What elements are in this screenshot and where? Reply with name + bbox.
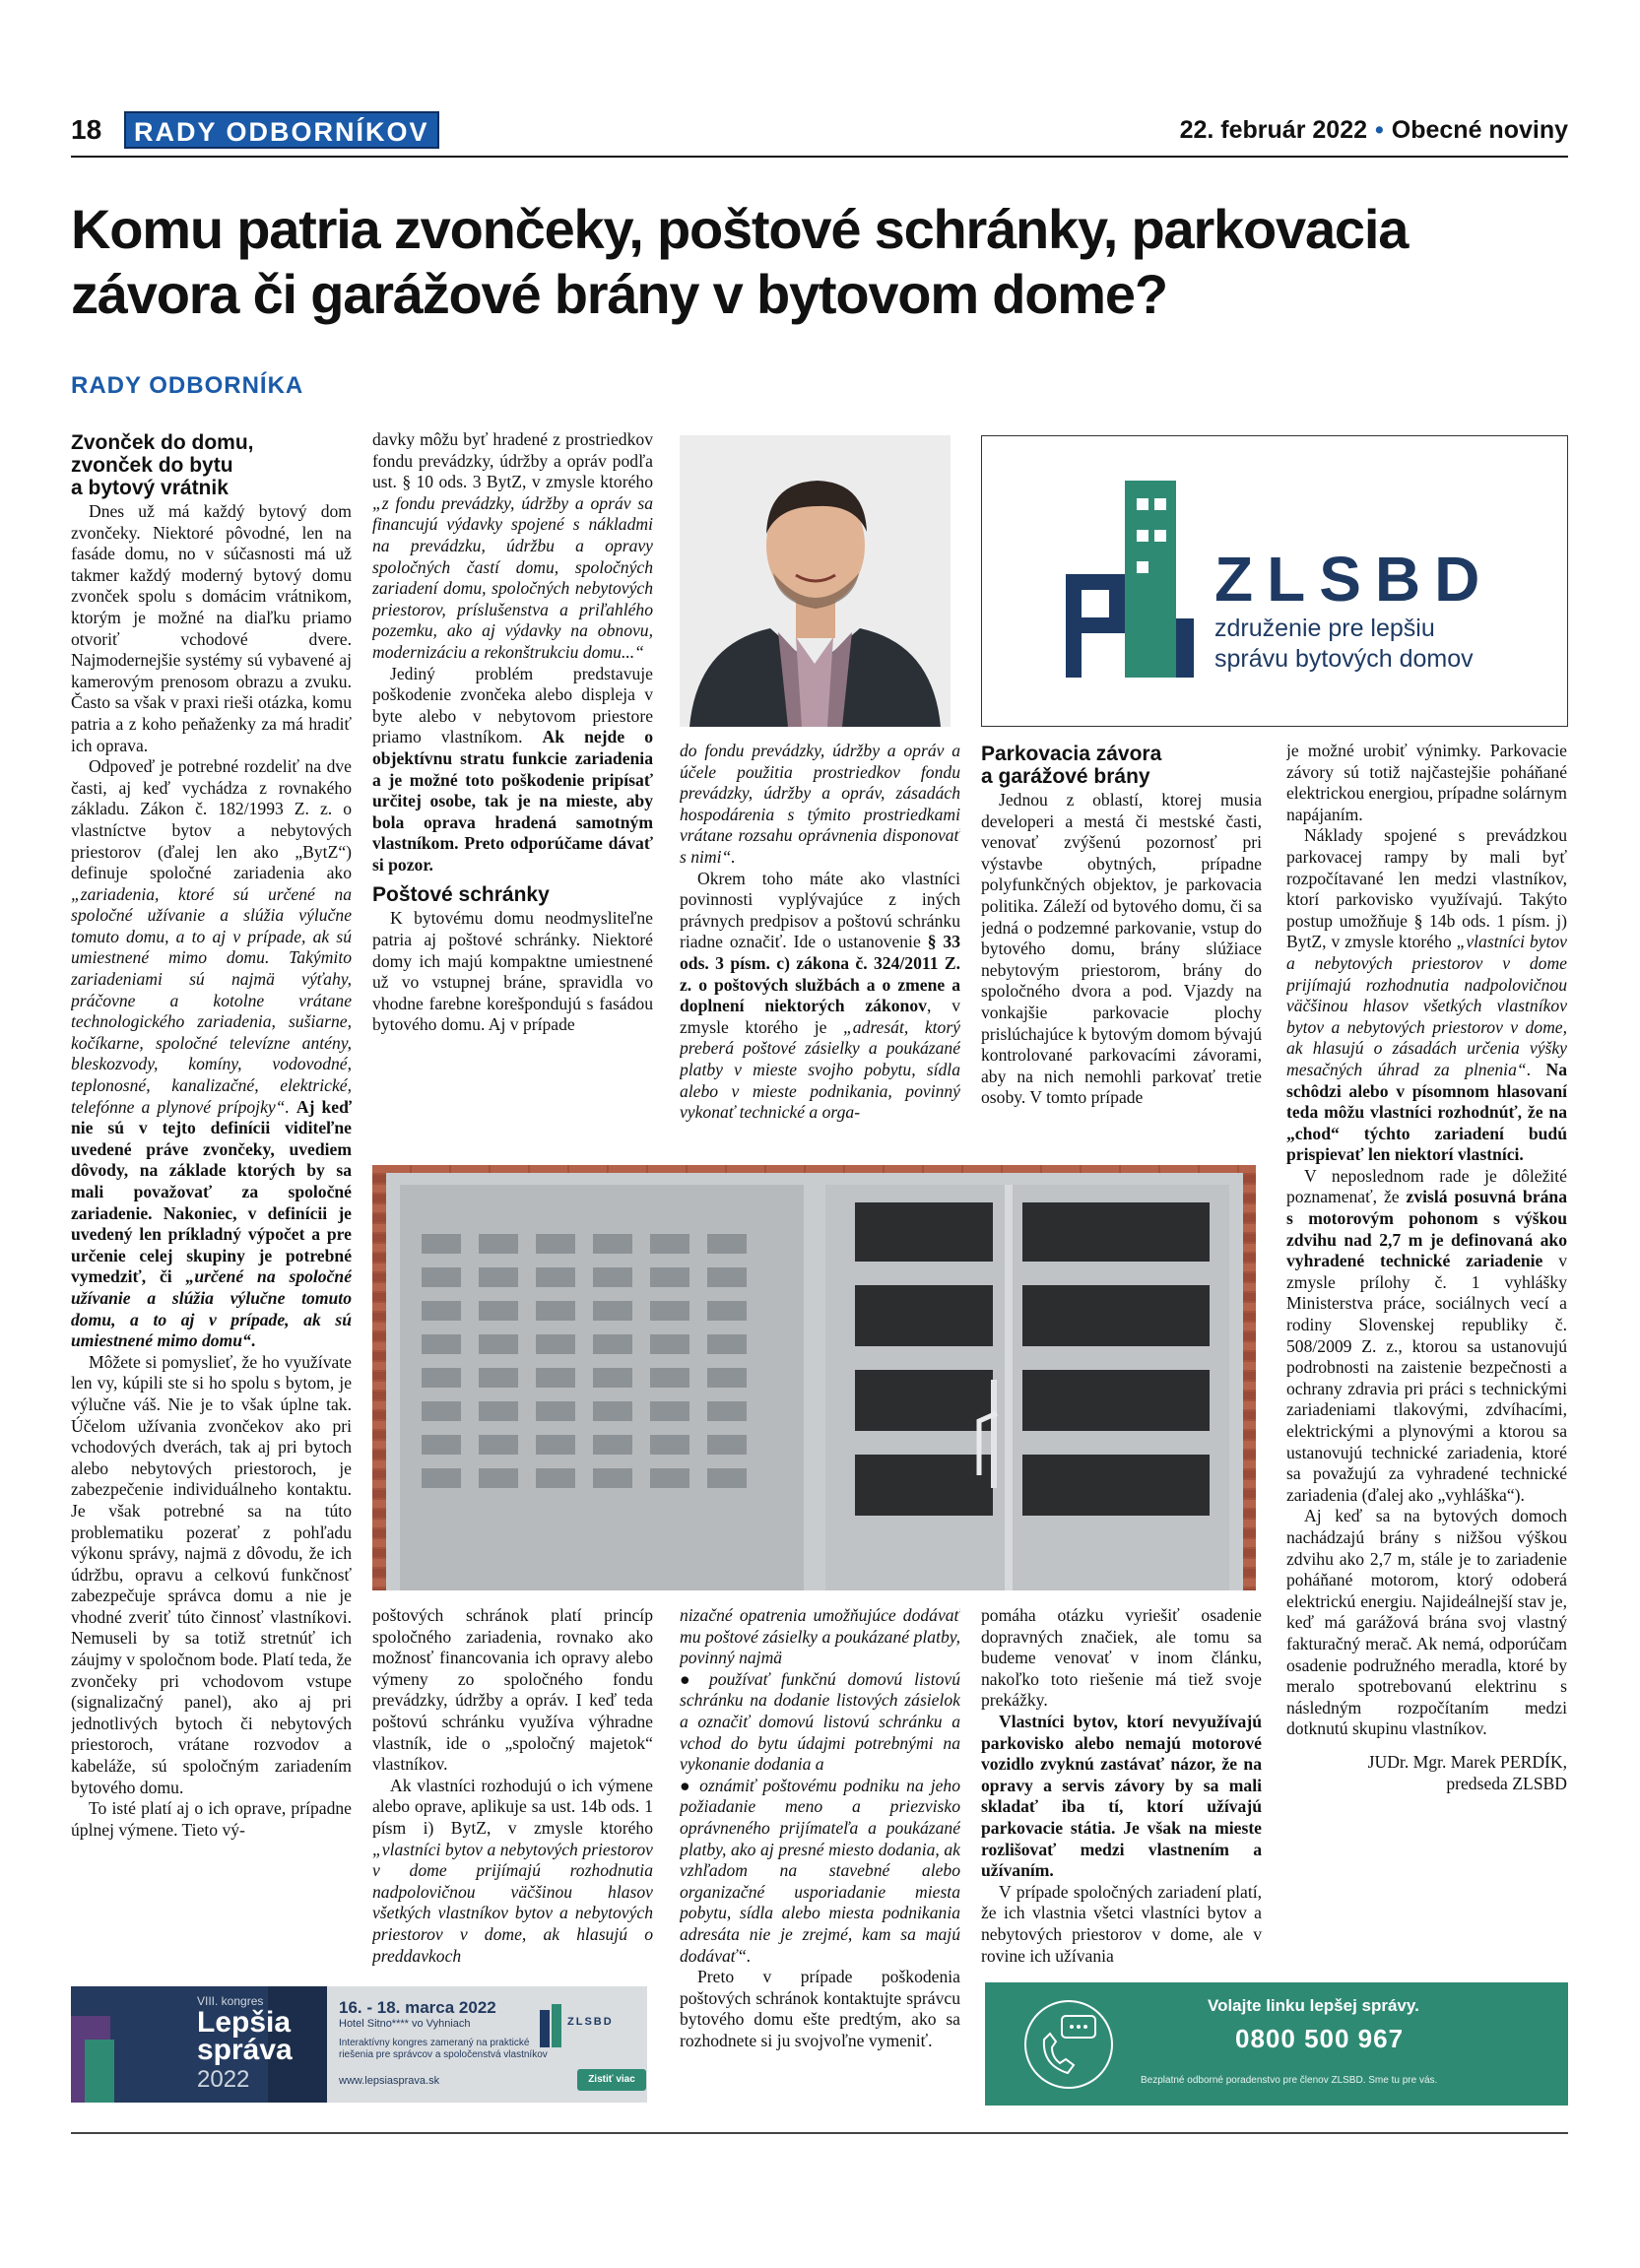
section-label: RADY ODBORNÍKOV — [124, 111, 439, 149]
running-header — [71, 108, 1568, 152]
ad-description-line-1: Interaktívny kongres zameraný na praktické — [339, 2038, 530, 2048]
article-column-5 — [1286, 741, 1567, 1972]
header-rule — [71, 156, 1568, 158]
issue-date: 22. február 2022 — [1179, 116, 1368, 144]
helpline-title: Volajte linku lepšej správy. — [1208, 1996, 1419, 2015]
logo-tagline-line-1: združenie pre lepšiu — [1214, 615, 1435, 642]
logo-tagline-line-2: správu bytových domov — [1214, 645, 1474, 673]
paragraph: Preto v prípade poškodenia poštových schránok kontaktujte správcu bytového domu ešte predtým, ako sa rozhodnete si ju svojvoľne vymeniť. — [680, 1967, 960, 2050]
paragraph: Vlastníci bytov, ktorí nevyužívajú parkovisko alebo nemajú motorové vozidlo zvyknú zastávať názor, že na opravy a servis závory by sa mali skladať iba tí, ktorí užívajú parkovacie státia. Je však na mieste rozlišovať medzi vlastnením a užívaním. — [981, 1711, 1262, 1881]
helpline-note: Bezplatné odborné poradenstvo pre členov ZLSBD. Sme tu pre vás. — [1141, 2075, 1438, 2086]
page-number: 18 — [71, 114, 102, 145]
paragraph: je možné urobiť výnimky. Parkovacie závory sú totiž najčastejšie poháňané elektrickou energiou, prípadne solárnym napájaním. — [1286, 741, 1567, 824]
ad-dates: 16. - 18. marca 2022 — [339, 1998, 496, 2017]
paragraph: ● oznámiť poštovému podniku na jeho požiadanie meno a priezvisko oprávneného prijímateľa a poukázané platby, ako aj presné miesto dodania, ak vzhľadom na stavebné alebo organizačné usporiadanie miesta pobytu, sídla alebo miesta podnikania adresáta nie je zrejmé, kam sa majú dodávať“. — [680, 1775, 960, 1966]
paragraph: davky môžu byť hradené z prostriedkov fondu prevádzky, údržby a opráv podľa ust. § 10 ods. 3 BytZ, v zmysle ktorého „z fondu prevádzky, údržby a opráv sa financujú výdavky spojené s nákladmi na prevádzku, údržbu a opravy spoločných častí domu, spoločných zariadení domu, spoločných nebytových priestorov, príslušenstva a priľahlého pozemku, ako aj výdavky na obnovu, modernizáciu a rekonštrukciu domu...“ — [372, 429, 653, 662]
paragraph: poštových schránok platí princíp spoločného zariadenia, rovnako ako možnosť financovania ich opravy alebo výmeny zo spoločného fondu prevádzky, údržby a opráv. I keď teda poštovú schránku využíva výhradne vlastník, ide o „spoločný majetok“ vlastníkov. — [372, 1605, 653, 1775]
footer-rule — [71, 2132, 1568, 2134]
paragraph: Ak vlastníci rozhodujú o ich výmene alebo oprave, aplikuje sa ust. 14b ods. 1 písm i) BytZ, v zmysle ktorého „vlastníci bytov a nebytových priestorov v dome prijímajú rozhodnutia nadpolovičnou väčšinou hlasov všetkých vlastníkov bytov a nebytových priestorov v dome, ak hlasujú o preddavkoch — [372, 1775, 653, 1966]
ad-title-line-2: správa — [197, 2034, 293, 2066]
paragraph: V neposlednom rade je dôležité poznamenať, že zvislá posuvná brána s motorovým pohonom s výškou zdvihu nad 2,7 m je definovaná ako vyhradené technické zariadenie v zmysle prílohy č. 1 vyhlášky Ministerstva práce, sociálnych vecí a rodiny Slovenskej republiky č. 508/2009 Z. z., ktorou sa ustanovujú podrobnosti na zaistenie bezpečnosti a ochrany zdravia pri práci s technickými zariadeniami tlakovými, zdvíhacími, elektrickými a plynovými a ktorou sa ustanovujú technické zariadenia, ktoré sa považujú za vyhradené technické zariadenia (ďalej ako „vyhláška“). — [1286, 1165, 1567, 1505]
photo-illustration — [372, 1165, 1256, 1590]
phone-support-icon — [1015, 1990, 1123, 2099]
subhead-parking-barrier: Parkovacia závora a garážové brány — [981, 743, 1162, 788]
ad-edition: VIII. kongres — [197, 1994, 264, 2008]
portrait-illustration — [680, 435, 951, 727]
subhead-doorbell: Zvonček do domu, zvonček do bytu a bytový vrátnik — [71, 431, 254, 499]
ad-description-line-2: riešenia pre správcov a spoločenstvá vlastníkov — [339, 2049, 548, 2060]
article-headline: Komu patria zvončeky, poštové schránky, parkovacia závora či garážové brány v bytovom dome? — [71, 198, 1409, 325]
ad-description — [339, 2038, 548, 2061]
paragraph: Dnes už má každý bytový dom zvončeky. Niektoré pôvodné, len na fasáde domu, no v súčasnosti má už takmer každý moderný bytový domu zvonček spolu s domácim vrátnikom, ktorým je možné na diaľku priamo otvoriť vchodové dvere. Najmodernejšie systémy sú vybavené aj kamerovým prenosom obrazu a zvuku. Často sa však v praxi rieši otázka, komu patria a z koho peňaženky za má hradiť ich oprava. — [71, 501, 352, 755]
publication-name: Obecné noviny — [1391, 116, 1568, 144]
article-column-4-top — [981, 741, 1262, 1160]
logo-wordmark: ZLSBD — [1214, 544, 1494, 615]
article-column-4-bottom — [981, 1605, 1262, 1975]
zlsbd-logo-box — [981, 435, 1568, 727]
paragraph: K bytovému domu neodmysliteľne patria aj poštové schránky. Niektoré domy ich majú kompaktne umiestnené už vo vstupnej bráne, spravidla vo vhodne farebne korešpondujú s fasádou bytového domu. Aj v prípade — [372, 908, 653, 1035]
paragraph: ● používať funkčnú domovú listovú schránku na dodanie listových zásielok a označiť domovú listovú schránku a vchod do bytu údajmi potrebnými na vykonanie dodania a — [680, 1668, 960, 1775]
congress-ad[interactable] — [71, 1986, 647, 2103]
signature — [1286, 1752, 1567, 1794]
ad-cta-button[interactable]: Zistiť viac — [588, 2074, 635, 2085]
paragraph: Odpoveď je potrebné rozdeliť na dve časti, aj keď vychádza z rovnakého základu. Zákon č. 182/1993 Z. z. o vlastníctve bytov a nebytových priestorov (ďalej len ako „BytZ“) definuje spoločné zariadenia ako „zariadenia, ktoré sú určené na spoločné užívanie a slúžia výlučne tomuto domu, a to aj v prípade, ak sú umiestnené mimo domu. Takýmito zariadeniami sú najmä výťahy, práčovne a kotolne vrátane technologického zariadenia, sušiarne, kočíkarne, spoločné televízne antény, bleskozvody, komíny, vodovodné, teplonosné, kanalizačné, elektrické, telefónne a plynové prípojky“. Aj keď nie sú v tejto definícii viditeľne uvedené práve zvončeky, uvediem dôvody, na základe ktorých by sa mali považovať za spoločné zariadenie. Nakoniec, v definícii je uvedený len príkladný výpočet a pre určenie celej skupiny je potrebné vymedziť, či „určené na spoločné užívanie a slúžia výlučne tomuto domu, a to aj v prípade, ak sú umiestnené mimo domu“. — [71, 756, 352, 1351]
helpline-ad[interactable] — [985, 1982, 1568, 2106]
paragraph: Jednou z oblastí, ktorej musia developeri a mestá či mestské časti, venovať zvýšenú pozornosť pri výstavbe obytných, prípadne polyfunkčných objektov, je parkovacia politika. Záleží od bytového domu, či sa jedná o podzemné parkovanie, vstup do bytového domu, brány slúžiace nebytovým priestorom, brány do spoločného dvora a pod. Vjazdy na vonkajšie parkovacie plochy prislúchajúce k bytovým domom bývajú kontrolované parkovacími závorami, aby na nich nemohli parkovať tretie osoby. V tomto prípade — [981, 790, 1262, 1108]
paragraph: To isté platí aj o ich oprave, prípadne úplnej výmene. Tieto vý- — [71, 1798, 352, 1840]
mailbox-door-photo — [372, 1165, 1256, 1590]
building-logo-icon — [1066, 481, 1194, 678]
ad-year: 2022 — [197, 2066, 250, 2093]
paragraph: Môžete si pomyslieť, že ho využívate len vy, kúpili ste si ho spolu s bytom, je výlučne váš. Nie je to však úplne tak. Účelom užívania zvončekov ako pri vchodových dverách, tak aj pri bytoch alebo nebytových priestoroch, je zabezpečenie individuálneho kontaktu. Je však potrebné sa na túto problematiku pozerať z pohľadu výkonu správy, najmä z dôvodu, že ich údržbu, opravu a celkovú funkčnosť zabezpečuje správca domu a nie je vhodné zveriť túto činnosť vlastníkovi. Nemuseli by sa totiž stretnúť ich záujmy v spoločnom bode. Platí teda, že zvončeky pri vchodovom vstupe (signalizačný panel), ako aj pri jednotlivých bytoch či nebytových priestoroch, vrátane rozvodov a kabeláže, sú spoločným zariadením bytového domu. — [71, 1351, 352, 1797]
signature-role: predseda ZLSBD — [1446, 1773, 1567, 1793]
article-column-2-top — [372, 429, 653, 1158]
author-portrait — [680, 435, 951, 727]
ad-venue: Hotel Sitno**** vo Vyhniach — [339, 2018, 471, 2030]
paragraph: do fondu prevádzky, údržby a opráv a účele použitia prostriedkov fondu prevádzky, údržby a opráv, zásadách hospodárenia s týmito prostriedkami vrátane rozsahu oprávnenia disponovať s nimi“. — [680, 741, 960, 867]
paragraph: Aj keď sa na bytových domoch nachádzajú brány s nižšou výškou zdvihu ako 2,7 m, stále je to zariadenie poháňané motorom, ktorý odoberá elektrickú energiu. Najideálnejší stav je, keď má garážová brána svoj vlastný fakturačný merač. Ak nemá, odporúčam osadenie podružného meradla, ktoré by meralo spotrebovanú elektrinu s následným rozpočítaním medzi dotknutú skupinu vlastníkov. — [1286, 1506, 1567, 1739]
paragraph: pomáha otázku vyriešiť osadenie dopravných značiek, ale tomu sa budeme venovať v inom článku, nakoľko toto riešenie má tiež svoje prekážky. — [981, 1605, 1262, 1711]
issue-info — [1180, 108, 1568, 152]
paragraph: Jediný problém predstavuje poškodenie zvončeka alebo displeja v byte alebo v nebytovom priestore priamo vlastníkom. Ak nejde o objektívnu stratu funkcie zariadenia a je možné toto poškodenie pripísať určitej osobe, tak je na mieste, aby bola oprava hradená samotným vlastníkom. Preto odporúčame dávať si pozor. — [372, 663, 653, 875]
article-kicker: RADY ODBORNÍKA — [71, 372, 304, 399]
paragraph: Okrem toho máte ako vlastníci povinnosti vyplývajúce z iných právnych predpisov a poštovú schránku riadne označiť. Ide o ustanovenie § 33 ods. 3 písm. c) zákona č. 324/2011 Z. z. o poštových službách a o zmene a doplnení niektorých zákonov, v zmysle ktorého je „adresát, ktorý preberá poštové zásielky a poukázané platby v mieste svojho pobytu, sídla alebo v mieste podnikania, povinný vykonať technické a orga- — [680, 868, 960, 1123]
paragraph: V prípade spoločných zariadení platí, že ich vlastnia všetci vlastníci bytov a nebytových priestorov v dome, ale v rovine ich užívania — [981, 1881, 1262, 1966]
paragraph: Náklady spojené s prevádzkou parkovacej rampy by mali byť rozpočítavané len medzi vlastníkov, ktorí parkovisko využívajú. Takýto postup umožňuje § 14b ods. 1 písm. j) BytZ, v zmysle ktorého „vlastníci bytov a nebytových priestorov v dome prijímajú rozhodnutia nadpolovičnou väčšinou hlasov všetkých vlastníkov bytov a nebytových priestorov v dome, ak hlasujú o zásadách určenia výšky mesačných úhrad za plnenia“. Na schôdzi alebo v písomnom hlasovaní teda môžu vlastníci rozhodnúť, že na „chod“ týchto zariadení budú prispievať len niektorí vlastníci. — [1286, 825, 1567, 1165]
issue-separator: • — [1375, 116, 1384, 144]
signature-name: JUDr. Mgr. Marek PERDÍK, — [1367, 1751, 1567, 1772]
ad-brand: ZLSBD — [567, 2016, 614, 2028]
subhead-mailboxes: Poštové schránky — [372, 883, 550, 907]
logo-tagline — [1214, 614, 1474, 675]
ad-title-line-1: Lepšia — [197, 2006, 292, 2039]
article-column-3-top — [680, 741, 960, 1160]
ad-url[interactable]: www.lepsiasprava.sk — [339, 2075, 440, 2087]
helpline-phone[interactable]: 0800 500 967 — [1235, 2024, 1405, 2053]
article-column-3-bottom — [680, 1605, 960, 2098]
article-column-1 — [71, 429, 352, 2104]
paragraph: nizačné opatrenia umožňujúce dodávať mu poštové zásielky a poukázané platby, povinný najmä — [680, 1605, 960, 1668]
